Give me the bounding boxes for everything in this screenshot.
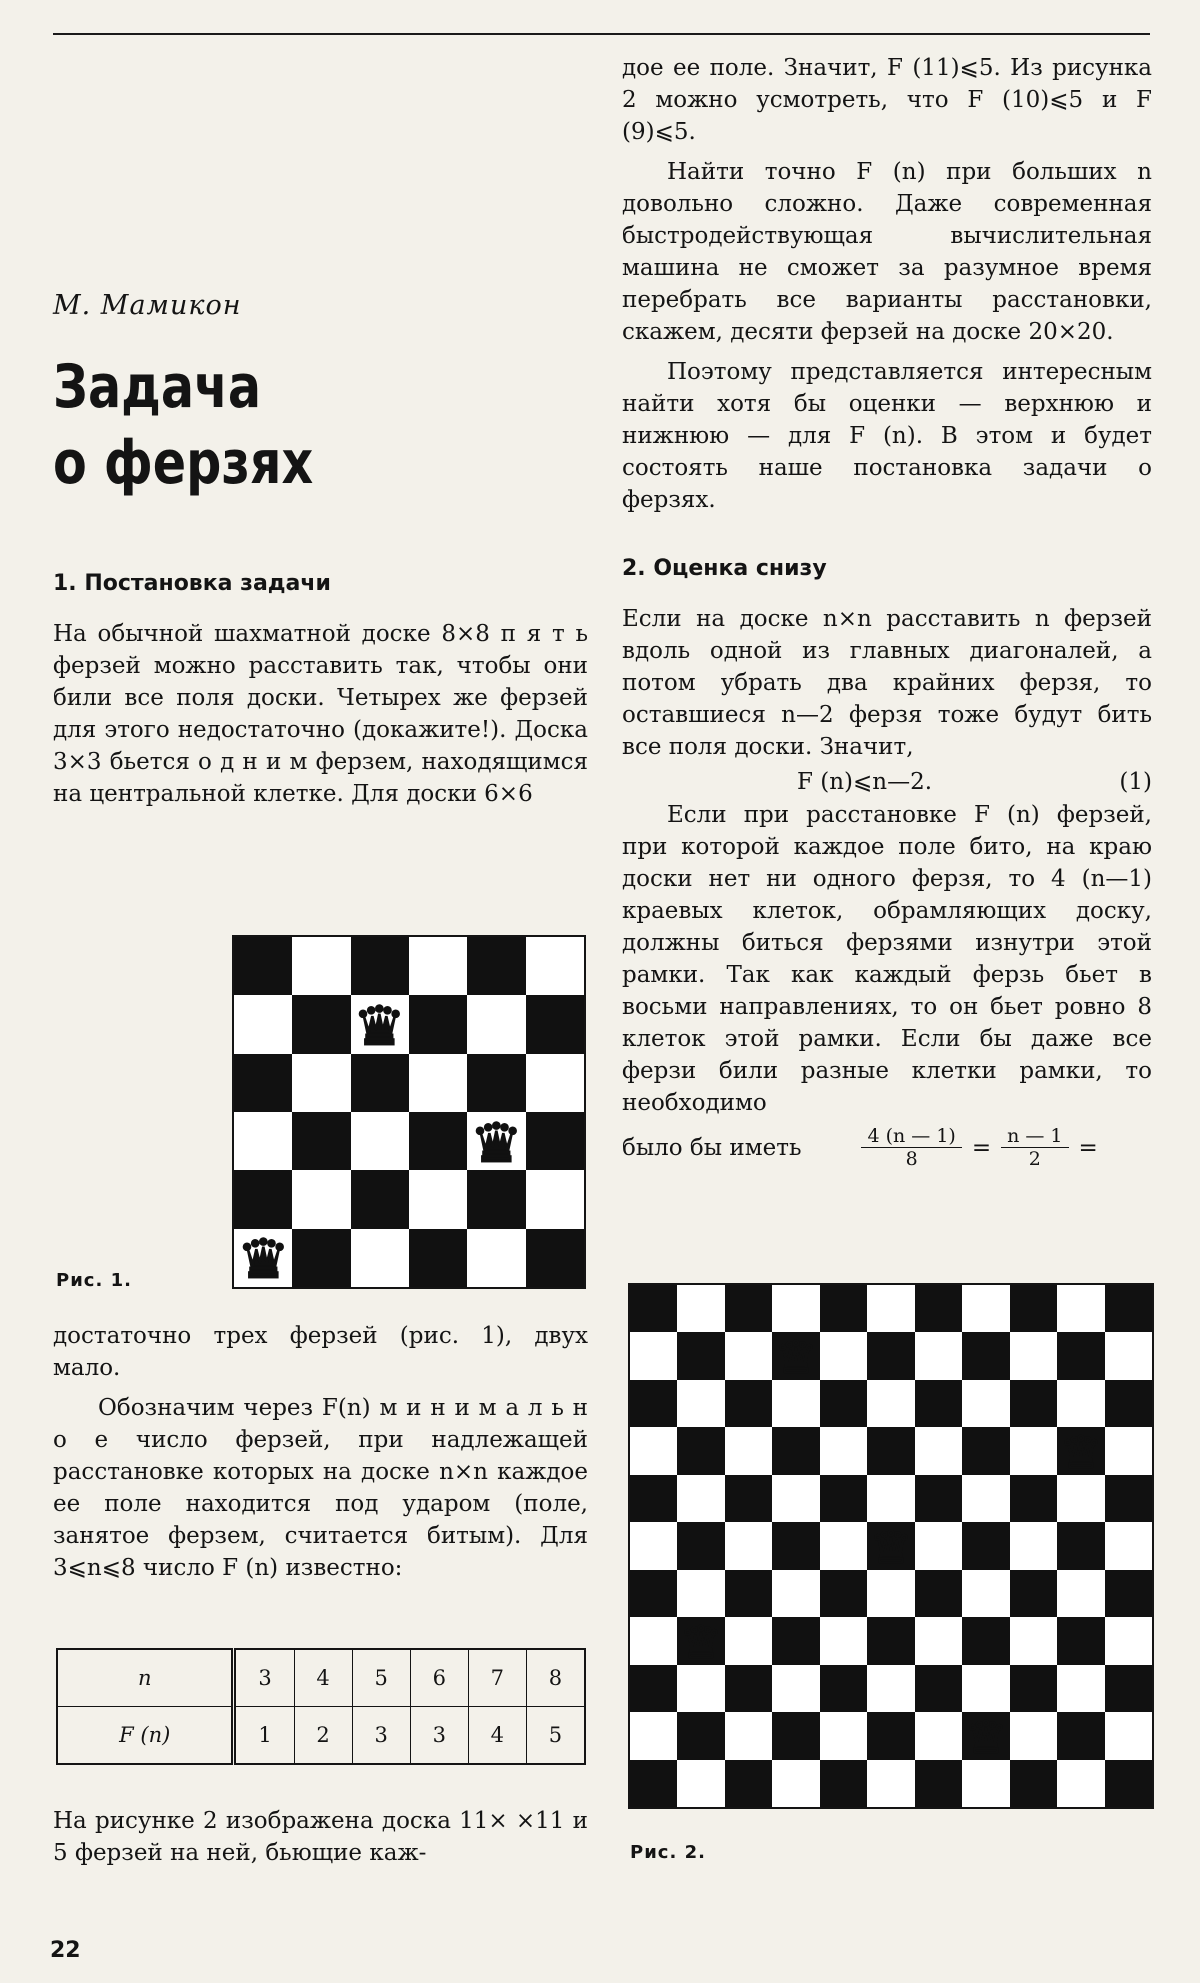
board-dark-square — [677, 1712, 724, 1759]
board-dark-square — [915, 1285, 962, 1332]
board-dark-square — [467, 1170, 525, 1228]
figure-2-chessboard — [628, 1283, 1154, 1809]
figure-2-caption: Рис. 2. — [630, 1842, 706, 1863]
table-cell: 5 — [526, 1707, 585, 1765]
board-dark-square — [234, 937, 292, 995]
section-1-paragraph-2: достаточно трех ферзей (рис. 1), двух мало. — [53, 1323, 588, 1381]
section-2-heading: 2. Оценка снизу — [622, 556, 827, 581]
board-dark-square — [772, 1427, 819, 1474]
queen-icon — [772, 1332, 819, 1379]
equals-sign: = — [971, 1134, 992, 1161]
board-dark-square — [915, 1665, 962, 1712]
table-row-label: F (n) — [57, 1707, 234, 1765]
left-lower-text — [53, 1320, 588, 1584]
table-cell: 2 — [294, 1707, 352, 1765]
board-dark-square — [1010, 1475, 1057, 1522]
table-cell: 1 — [234, 1707, 294, 1765]
section-1-paragraph-1: На обычной шахматной доске 8×8 п я т ь ферзей можно расставить так, чтобы они били все поля доски. Четырех же ферзей для этого недостаточно (докажите!). Доска 3×3 бьется о д н и м ферзем, находящимся на центральной клетке. Для доски 6×6 — [53, 621, 588, 807]
board-dark-square — [630, 1285, 677, 1332]
equals-sign: = — [1078, 1134, 1098, 1161]
fraction-1-numerator: 4 (n — 1) — [861, 1125, 961, 1148]
queen-icon — [1057, 1427, 1104, 1474]
board-dark-square — [820, 1570, 867, 1617]
board-dark-square — [526, 1229, 584, 1287]
board-dark-square — [1105, 1475, 1152, 1522]
board-dark-square — [1105, 1380, 1152, 1427]
board-dark-square — [915, 1570, 962, 1617]
table-row-n — [57, 1649, 585, 1707]
board-dark-square — [1057, 1617, 1104, 1664]
queen-icon — [677, 1617, 724, 1664]
board-dark-square — [351, 1170, 409, 1228]
fraction-line — [622, 1125, 1152, 1170]
table-cell: 3 — [234, 1649, 294, 1707]
article-title — [53, 349, 492, 501]
board-dark-square — [820, 1665, 867, 1712]
board-dark-square — [962, 1617, 1009, 1664]
board-dark-square — [1105, 1665, 1152, 1712]
table-cell: 8 — [526, 1649, 585, 1707]
board-dark-square — [234, 1054, 292, 1112]
board-dark-square — [820, 1475, 867, 1522]
board-dark-square — [725, 1285, 772, 1332]
board-dark-square — [725, 1570, 772, 1617]
board-dark-square — [467, 1054, 525, 1112]
table-cell: 5 — [352, 1649, 410, 1707]
section-2-paragraph-2: Если при расстановке F (n) ферзей, при которой каждое поле бито, на краю доски нет ни одного ферзя, то 4 (n—1) краевых клеток, обрамляющих доску, должны биться ферзями изнутри этой рамки. Так как каждый ферзь бьет в восьми направлениях, то он бьет ровно 8 клеток этой рамки. Если бы даже все ферзи били разные клетки рамки, то необходимо — [622, 802, 1152, 1116]
board-dark-square — [867, 1427, 914, 1474]
section-1-paragraph-3: Обозначим через F(n) м и н и м а л ь н о е число ферзей, при надлежащей расстановке которых на доске n×n каждое ее поле находится под ударом (поле, занятое ферзем, считается битым). Для 3⩽n⩽8 число F (n) известно: — [53, 1395, 588, 1581]
board-dark-square — [630, 1475, 677, 1522]
left-column — [53, 290, 588, 810]
fraction-2-denominator: 2 — [1028, 1148, 1041, 1170]
board-dark-square — [409, 1112, 467, 1170]
board-dark-square — [772, 1712, 819, 1759]
board-dark-square — [1057, 1522, 1104, 1569]
board-dark-square — [630, 1570, 677, 1617]
board-dark-square — [677, 1522, 724, 1569]
board-dark-square — [1057, 1332, 1104, 1379]
figure-1-chessboard — [232, 935, 586, 1289]
board-dark-square — [867, 1712, 914, 1759]
left-bottom-text — [53, 1805, 588, 1869]
figure-1-caption: Рис. 1. — [56, 1270, 132, 1291]
board-dark-square — [772, 1522, 819, 1569]
board-dark-square — [1105, 1285, 1152, 1332]
table-cell: 3 — [352, 1707, 410, 1765]
board-dark-square — [725, 1380, 772, 1427]
board-dark-square — [915, 1760, 962, 1807]
board-dark-square — [725, 1665, 772, 1712]
formula-1-number: (1) — [1119, 769, 1152, 795]
board-dark-square — [234, 1170, 292, 1228]
table-cell: 4 — [294, 1649, 352, 1707]
table-row-label: n — [57, 1649, 234, 1707]
board-dark-square — [867, 1332, 914, 1379]
fraction-1 — [861, 1125, 961, 1170]
board-dark-square — [467, 937, 525, 995]
section-2-paragraph-1: Если на доске n×n расставить n ферзей вдоль одной из главных диагоналей, а потом убрать два крайних ферзя, то оставшиеся n—2 ферзя тоже будут бить все поля доски. Значит, — [622, 606, 1152, 760]
queen-icon — [234, 1229, 292, 1287]
table-row-fn — [57, 1707, 585, 1765]
formula-1-expression: F (n)⩽n—2. — [797, 769, 933, 795]
section-1-heading: 1. Постановка задачи — [53, 571, 331, 596]
board-dark-square — [1010, 1570, 1057, 1617]
fraction-2-numerator: n — 1 — [1001, 1125, 1068, 1148]
table-cell: 6 — [410, 1649, 468, 1707]
title-line-2: о ферзях — [53, 428, 314, 498]
right-paragraph-1: дое ее поле. Значит, F (11)⩽5. Из рисунка 2 можно усмотреть, что F (10)⩽5 и F (9)⩽5. — [622, 55, 1152, 145]
board-dark-square — [772, 1617, 819, 1664]
title-line-1: Задача — [53, 352, 262, 422]
board-dark-square — [820, 1760, 867, 1807]
page-number: 22 — [50, 1938, 81, 1963]
table-cell: 4 — [468, 1707, 526, 1765]
board-dark-square — [292, 1229, 350, 1287]
board-dark-square — [1010, 1380, 1057, 1427]
fraction-line-text: было бы иметь — [622, 1134, 802, 1161]
fraction-2 — [1001, 1125, 1068, 1170]
board-dark-square — [677, 1427, 724, 1474]
board-dark-square — [1105, 1570, 1152, 1617]
board-dark-square — [1057, 1712, 1104, 1759]
board-dark-square — [292, 995, 350, 1053]
values-table — [56, 1648, 586, 1765]
board-dark-square — [1010, 1760, 1057, 1807]
board-dark-square — [962, 1522, 1009, 1569]
board-dark-square — [677, 1332, 724, 1379]
board-dark-square — [630, 1380, 677, 1427]
queen-icon — [351, 995, 409, 1053]
board-dark-square — [725, 1475, 772, 1522]
board-dark-square — [630, 1760, 677, 1807]
formula-1 — [622, 769, 1152, 795]
board-dark-square — [867, 1617, 914, 1664]
board-dark-square — [526, 995, 584, 1053]
board-dark-square — [292, 1112, 350, 1170]
board-dark-square — [526, 1112, 584, 1170]
board-dark-square — [725, 1760, 772, 1807]
right-paragraph-2: Найти точно F (n) при больших n довольно сложно. Даже современная быстродействующая вычислительная машина не сможет за разумное время перебрать все варианты расстановки, скажем, десяти ферзей на доске 20×20. — [622, 159, 1152, 345]
table-cell: 7 — [468, 1649, 526, 1707]
fraction-1-denominator: 8 — [905, 1148, 918, 1170]
author: М. Мамикон — [53, 290, 242, 321]
board-dark-square — [820, 1285, 867, 1332]
queen-icon — [962, 1712, 1009, 1759]
board-dark-square — [915, 1380, 962, 1427]
board-dark-square — [820, 1380, 867, 1427]
queen-icon — [467, 1112, 525, 1170]
section-1-paragraph-4: На рисунке 2 изображена доска 11× ×11 и 5 ферзей на ней, бьющие каж- — [53, 1808, 588, 1866]
board-dark-square — [1010, 1285, 1057, 1332]
right-column — [622, 52, 1152, 1170]
board-dark-square — [409, 1229, 467, 1287]
board-dark-square — [962, 1427, 1009, 1474]
table-cell: 3 — [410, 1707, 468, 1765]
board-dark-square — [351, 1054, 409, 1112]
right-paragraph-3: Поэтому представляется интересным найти хотя бы оценки — верхнюю и нижнюю — для F (n). В этом и будет состоять наше постановка задачи о ферзях. — [622, 359, 1152, 513]
board-dark-square — [962, 1332, 1009, 1379]
board-dark-square — [1010, 1665, 1057, 1712]
board-dark-square — [915, 1475, 962, 1522]
board-dark-square — [409, 995, 467, 1053]
board-dark-square — [630, 1665, 677, 1712]
board-dark-square — [1105, 1760, 1152, 1807]
top-rule — [53, 33, 1150, 35]
board-dark-square — [351, 937, 409, 995]
queen-icon — [867, 1522, 914, 1569]
